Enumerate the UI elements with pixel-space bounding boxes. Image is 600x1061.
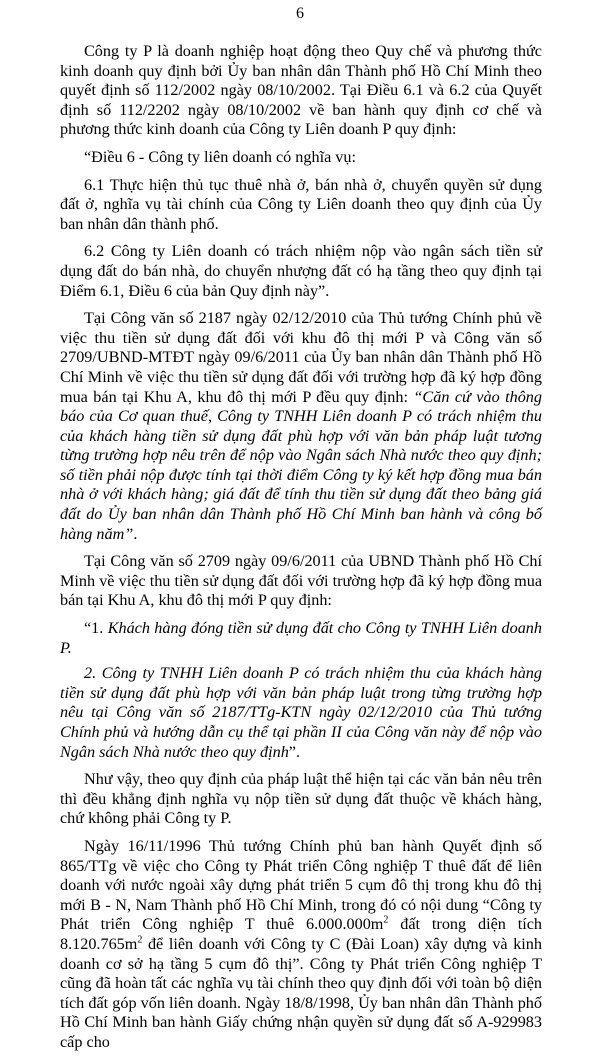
paragraph-text: “1. [84,619,108,638]
paragraph-article-6-1: 6.1 Thực hiện thủ tục thuê nhà ở, bán nhà ở, chuyển quyền sử dụng đất ở, nghĩa vụ tài chính của Công ty Liên doanh theo quy định của Ủy ban nhân dân thành phố. [60,175,542,233]
paragraph-conclusion: Như vậy, theo quy định của pháp luật thể hiện tại các văn bản nêu trên thì đều khẳng định nghĩa vụ nộp tiền sử dụng đất thuộc về khách hàng, chứ không phải Công ty P. [60,770,542,828]
superscript: 2 [137,934,143,946]
superscript: 2 [383,914,389,926]
quoted-regulation: Khách hàng đóng tiền sử dụng đất cho Công ty TNHH Liên doanh P. [60,619,542,657]
paragraph-text: đất trong diện tích 8.120.765m [60,915,543,953]
paragraph-text: để liên doanh với Công ty C (Đài Loan) xây dựng và kinh doanh cơ sở hạ tầng 5 cụm đô thị”. Công ty Phát triển Công nghiệp T cũng đã hoàn tất các nghĩa vụ tài chính theo quy định đối với toàn bộ diện tích đất góp vốn liên doanh. Ngày 18/8/1998, Ủy ban nhân dân Thành phố Hồ Chí Minh ban hành Giấy chứng nhận quyền sử dụng đất số A-929983 cấp cho [60,934,542,1051]
paragraph-text: Tại Công văn số 2187 ngày 02/12/2010 của Thủ tướng Chính phủ về việc thu tiền sử dụng đất đối với khu đô thị mới P và Công văn số 2709/UBND-MTĐT ngày 09/6/2011 của Ủy ban nhân dân Thành phố Hồ Chí Minh về việc thu tiền sử dụng đất đối với trường hợp đã ký hợp đồng mua bán tại Khu A, khu đô thị mới P đều quy định: [60,309,542,406]
paragraph-quote-item-1 [60,619,542,658]
quoted-regulation: 2. Công ty TNHH Liên doanh P có trách nhiệm thu của khách hàng tiền sử dụng đất phù hợp với văn bản pháp luật trong từng trường hợp nêu tại Công văn số 2187/TTg-KTN ngày 02/12/2010 của Thủ tướng Chính phủ và hướng dẫn cụ thể tại phần II của Công văn này để nộp vào Ngân sách Nhà nước theo quy định [60,664,542,761]
paragraph-official-letter-2709: Tại Công văn số 2709 ngày 09/6/2011 của UBND Thành phố Hồ Chí Minh về việc thu tiền sử dụng đất đối với trường hợp đã ký hợp đồng mua bán tại Khu A, khu đô thị mới P quy định: [60,552,542,610]
paragraph-decision-865 [60,837,542,1053]
paragraph-text: . [133,524,138,543]
paragraph-intro: Công ty P là doanh nghiệp hoạt động theo Quy chế và phương thức kinh doanh quy định bởi Ủy ban nhân dân Thành phố Hồ Chí Minh theo quyết định số 112/2002 ngày 08/10/2002. Tại Điều 6.1 và 6.2 của Quyết định số 112/2202 ngày 08/10/2002 về ban hành quy định cơ chế và phương thức kinh doanh của Công ty Liên doanh P quy định: [60,42,542,139]
paragraph-text: ”. [288,742,301,761]
paragraph-text: Ngày 16/11/1996 Thủ tướng Chính phủ ban hành Quyết định số 865/TTg về việc cho Công ty Phát triển Công nghiệp T thuê đất để liên doanh với nước ngoài xây dựng phát triển 5 cụm đô thị trong khu đô thị mới B - N, Nam Thành phố Hồ Chí Minh, trong đó có nội dung “Công ty Phát triển Công nghiệp T thuê 6.000.000m [60,836,542,934]
document-body [60,42,542,1061]
paragraph-official-letter-2187 [60,309,542,544]
quoted-regulation: “Căn cứ vào thông báo của Cơ quan thuế, Công ty TNHH Liên doanh P có trách nhiệm thu của khách hàng tiền sử dụng đất phù hợp với văn bản pháp luật tương từng trường hợp nêu trên để nộp vào Ngân sách Nhà nước theo quy định; số tiền phải nộp được tính tại thời điểm Công ty ký kết hợp đồng mua bán nhà ở với khách hàng; giá đất để tính thu tiền sử dụng đất theo bảng giá đất do Ủy ban nhân dân Thành phố Hồ Chí Minh ban hành và công bố hàng năm” [60,387,542,543]
paragraph-article-6-heading: “Điều 6 - Công ty liên doanh có nghĩa vụ: [84,147,356,166]
paragraph-quote-item-2 [60,664,542,762]
paragraph-article-6-2: 6.2 Công ty Liên doanh có trách nhiệm nộp vào ngân sách tiền sử dụng đất do bán nhà, do chuyển nhượng đất có hạ tầng theo quy định tại Điểm 6.1, Điều 6 của bản Quy định này”. [60,242,542,300]
page-number: 6 [296,5,304,22]
